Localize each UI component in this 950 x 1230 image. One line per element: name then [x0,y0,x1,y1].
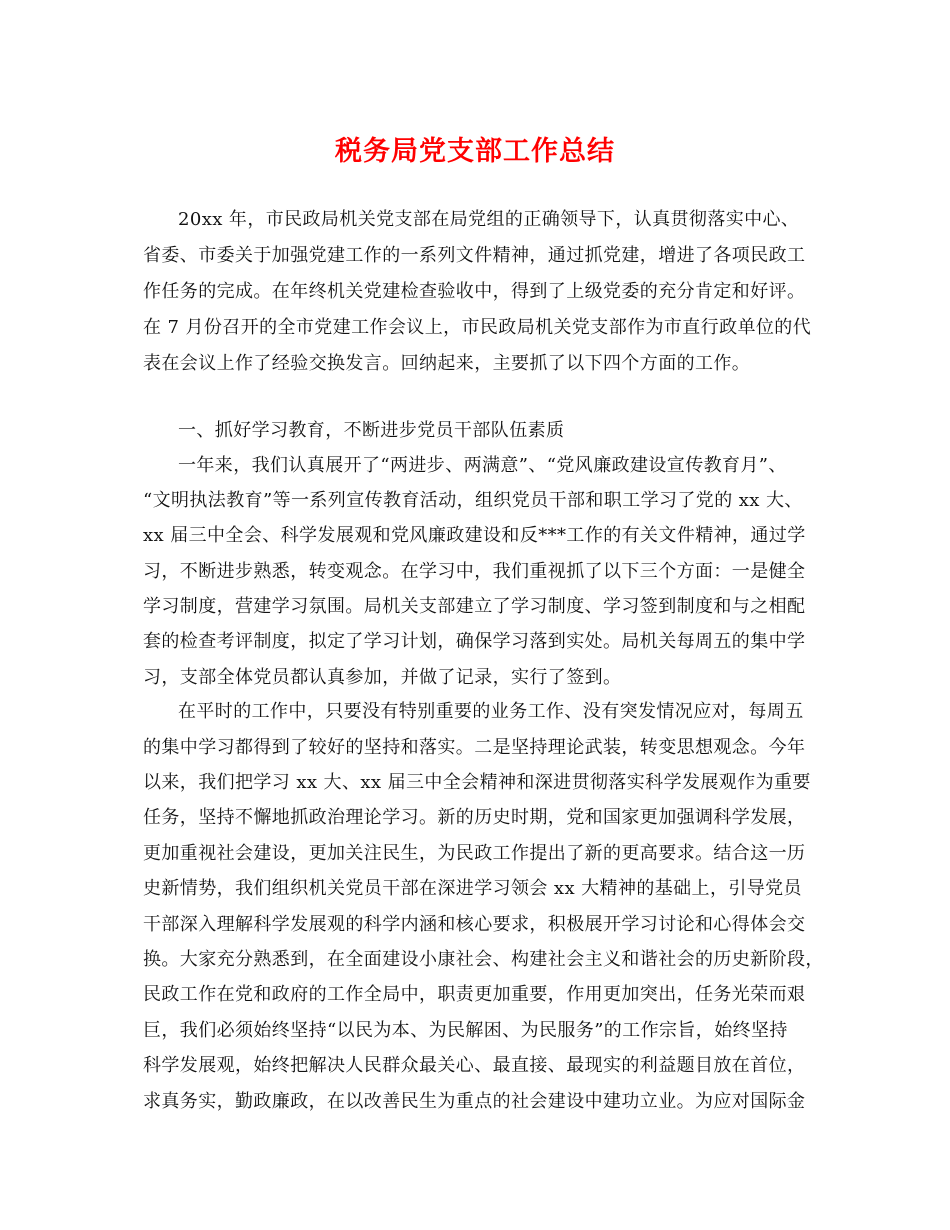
paragraph-line: 习，不断进步熟悉，转变观念。在学习中，我们重视抓了以下三个方面：一是健全 [143,561,806,582]
paragraph-line: 一年来，我们认真展开了“两进步、两满意”、“党风廉政建设宣传教育月”、 [178,455,787,476]
paragraph-line: 换。大家充分熟悉到，在全面建设小康社会、构建社会主义和谐社会的历史新阶段， [143,949,824,970]
document-title: 税务局党支部工作总结 [335,136,615,167]
paragraph-line: 任务，坚持不懈地抓政治理论学习。新的历史时期，党和国家更加强调科学发展， [143,807,806,828]
paragraph-line: 套的检查考评制度，拟定了学习计划，确保学习落到实处。局机关每周五的集中学 [143,631,806,652]
paragraph-line: 学习制度，营建学习氛围。局机关支部建立了学习制度、学习签到制度和与之相配 [143,596,806,617]
paragraph-line: 求真务实，勤政廉政，在以改善民生为重点的社会建设中建功立业。为应对国际金 [143,1091,806,1112]
section-heading: 一、抓好学习教育，不断进步党员干部队伍素质 [178,420,565,441]
paragraph-line: 的集中学习都得到了较好的坚持和落实。二是坚持理论武装，转变思想观念。今年 [143,737,806,758]
paragraph-line: 在 7 月份召开的全市党建工作会议上，市民政局机关党支部作为市直行政单位的代 [143,317,812,338]
paragraph-line: 民政工作在党和政府的工作全局中，职责更加重要，作用更加突出，任务光荣而艰 [143,984,806,1005]
paragraph-line: 科学发展观，始终把解决人民群众最关心、最直接、最现实的利益题目放在首位， [143,1055,806,1076]
paragraph-line: 习，支部全体党员都认真参加，并做了记录，实行了签到。 [143,667,622,688]
paragraph-line: 更加重视社会建设，更加关注民生，为民政工作提出了新的更高要求。结合这一历 [143,843,806,864]
paragraph-line: 史新情势，我们组织机关党员干部在深进学习领会 xx 大精神的基础上，引导党员 [143,878,802,899]
paragraph-line: xx 届三中全会、科学发展观和党风廉政建设和反***工作的有关文件精神，通过学 [143,525,806,546]
paragraph-line: “文明执法教育”等一系列宣传教育活动，组织党员干部和职工学习了党的 xx 大、 [143,490,803,511]
paragraph-line: 在平时的工作中，只要没有特别重要的业务工作、没有突发情况应对，每周五 [178,701,804,722]
paragraph-line: 作任务的完成。在年终机关党建检查验收中，得到了上级党委的充分肯定和好评。 [143,281,806,302]
paragraph-line: 巨，我们必须始终坚持“以民为本、为民解困、为民服务”的工作宗旨，始终坚持 [143,1020,788,1041]
paragraph-line: 干部深入理解科学发展观的科学内涵和核心要求，积极展开学习讨论和心得体会交 [143,914,806,935]
paragraph-line: 以来，我们把学习 xx 大、xx 届三中全会精神和深进贯彻落实科学发展观作为重要 [143,772,811,793]
paragraph-line: 省委、市委关于加强党建工作的一系列文件精神，通过抓党建，增进了各项民政工 [143,245,806,266]
paragraph-line: 表在会议上作了经验交换发言。回纳起来，主要抓了以下四个方面的工作。 [143,353,751,374]
paragraph-line: 20xx 年，市民政局机关党支部在局党组的正确领导下，认真贯彻落实中心、 [178,209,800,230]
